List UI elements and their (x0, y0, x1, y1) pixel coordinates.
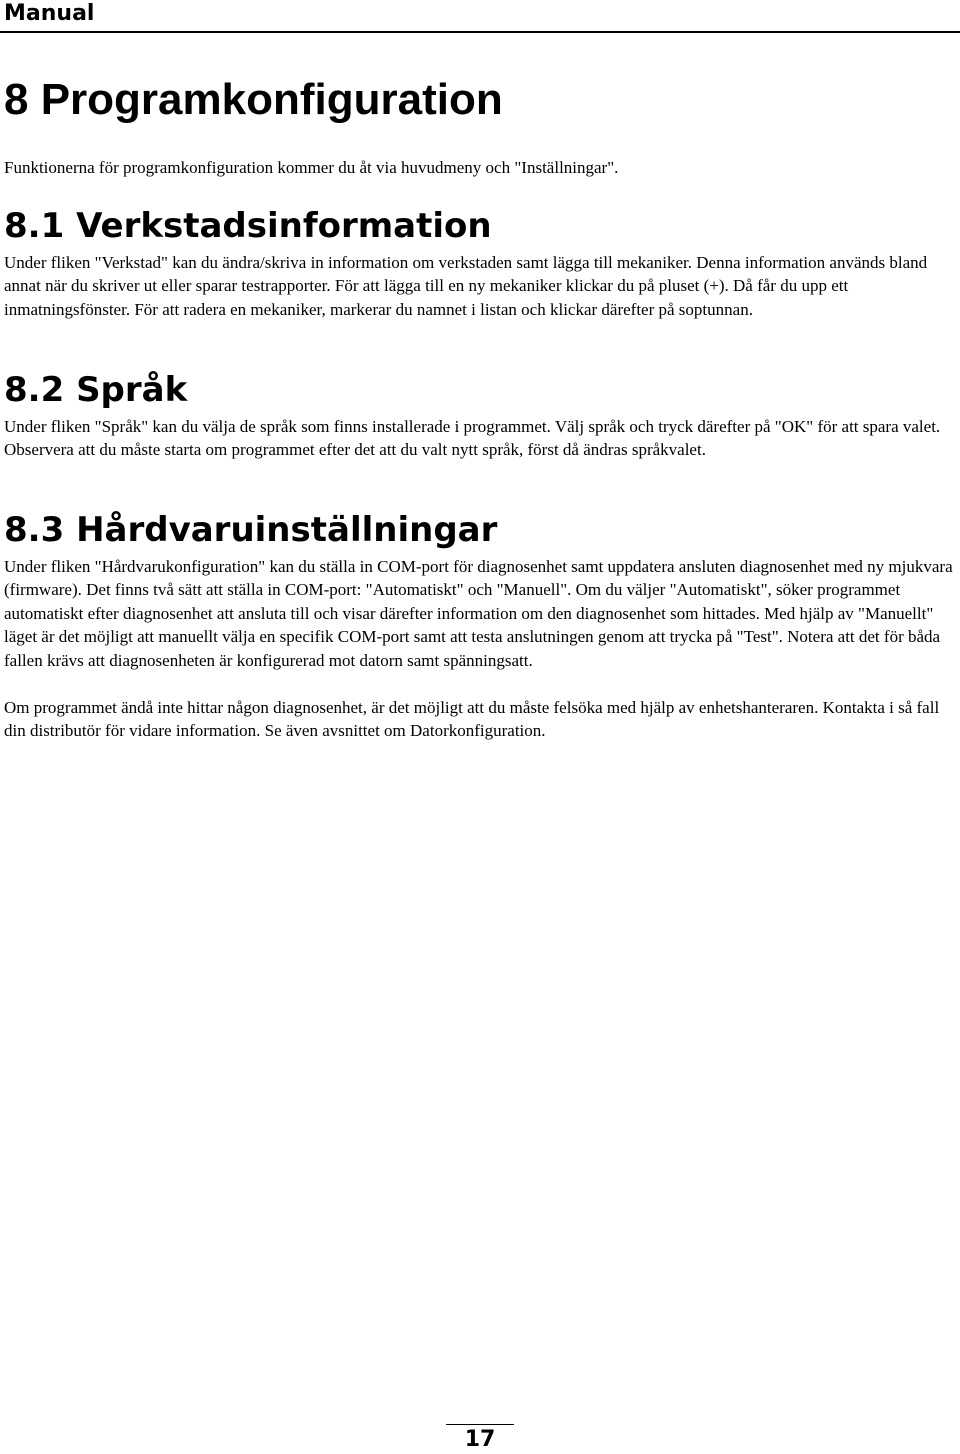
page-header (0, 0, 960, 34)
section-heading-hardvaruinstallningar: 8.3 Hårdvaruinställningar (4, 510, 498, 550)
section-text-hardvaruinstallningar-2: Om programmet ändå inte hittar någon diagnosenhet, är det möjligt att du måste felsöka med hjälp av enhetshanteraren. Kontakta i så fall din distributör för vidare information. Se även avsnittet om Datorkonfiguration. (4, 698, 940, 741)
chapter-heading: 8 Programkonfiguration (4, 75, 503, 124)
section-text-sprak: Under fliken "Språk" kan du välja de språk som finns installerade i programmet. Välj språk och tryck därefter på "OK" för att spara valet. Observera att du måste starta om programmet efter det att du valt nytt språk, först då ändras språkvalet. (4, 417, 941, 460)
footer-divider (446, 1424, 514, 1425)
chapter-intro: Funktionerna för programkonfiguration kommer du åt via huvudmeny och "Inställningar". (4, 158, 619, 177)
section-text-hardvaruinstallningar: Under fliken "Hårdvarukonfiguration" kan du ställa in COM-port för diagnosenhet samt uppdatera ansluten diagnosenhet med ny mjukvara (firmware). Det finns två sätt att ställa in COM-port: "Automatiskt" och "Manuell". Om du väljer "Automatiskt", söker programmet automatiskt efter diagnosenhet att ansluta till och visar därefter information om den diagnosenhet som hittades. Med hjälp av "Manuellt" läget är det möjligt att manuellt välja en specifik COM-port samt att testa anslutningen genom att trycka på "Test". Notera att det för båda fallen krävs att diagnosenheten är konfigurerad mot datorn samt spänningsatt. (4, 557, 953, 670)
header-title: Manual (4, 1, 95, 26)
section-heading-sprak: 8.2 Språk (4, 370, 188, 410)
page-number: 17 (464, 1427, 496, 1452)
section-heading-verkstadsinformation: 8.1 Verkstadsinformation (4, 206, 492, 246)
section-text-verkstadsinformation: Under fliken "Verkstad" kan du ändra/skriva in information om verkstaden samt lägga till mekaniker. Denna information används bland annat när du skriver ut eller sparar testrapporter. För att lägga till en ny mekaniker klickar du på pluset (+). Då får du upp ett inmatningsfönster. För att radera en mekaniker, markerar du namnet i listan och klickar därefter på soptunnan. (4, 253, 928, 319)
header-divider (0, 31, 960, 33)
